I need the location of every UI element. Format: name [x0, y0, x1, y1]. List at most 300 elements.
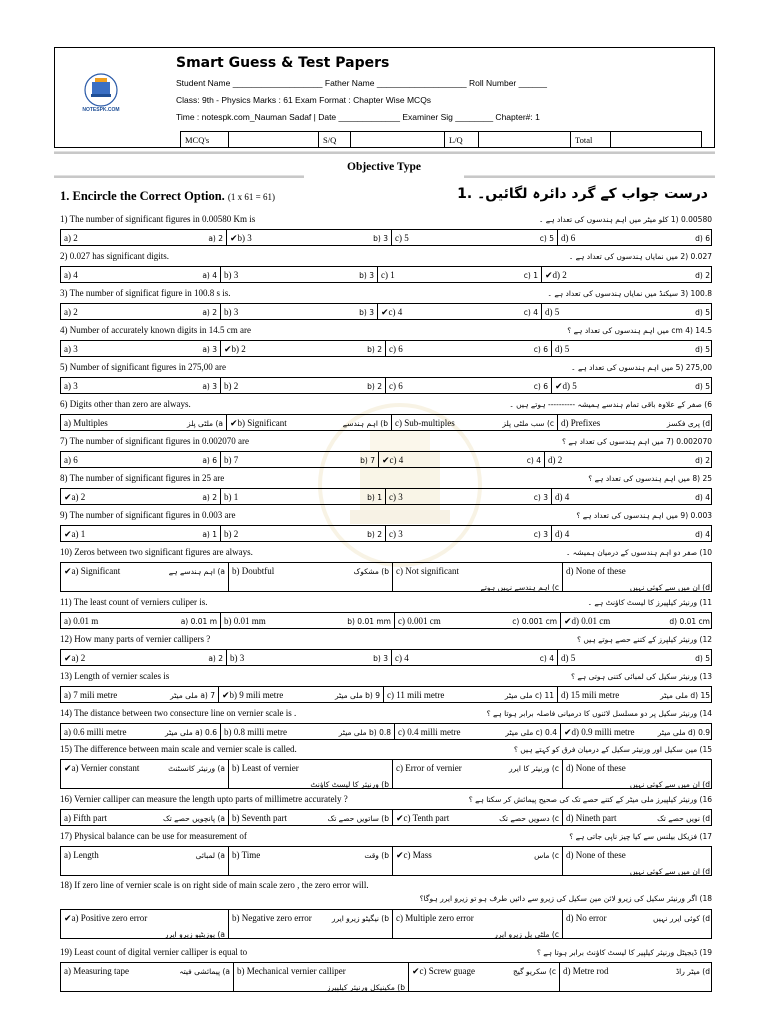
- option-label-urdu: c) ملٹی پل زیرو ایرر: [494, 930, 559, 939]
- option-a[interactable]: [61, 760, 229, 788]
- question-11: [60, 597, 712, 629]
- option-b[interactable]: [229, 760, 393, 788]
- paper-header: [54, 47, 715, 148]
- option-label-urdu: a) لمبائی: [195, 851, 225, 860]
- option-label: d) 4: [555, 492, 570, 502]
- option-label: d) No error: [566, 913, 607, 923]
- question-15: [60, 744, 712, 789]
- options-row: [60, 414, 712, 431]
- option-c[interactable]: [392, 650, 558, 665]
- option-a[interactable]: [61, 724, 221, 739]
- class-info-line: Class: 9th - Physics Marks : 61 Exam Format : Chapter Wise MCQs: [176, 95, 432, 105]
- option-label: a) 6: [64, 455, 78, 465]
- option-text: [64, 307, 78, 318]
- option-b[interactable]: [227, 230, 392, 245]
- question-text: 15) The difference between main scale and vernier scale is called.: [60, 744, 297, 754]
- option-label-urdu: d) 6: [695, 234, 710, 243]
- option-label-urdu: c) 5: [539, 234, 554, 243]
- option-d[interactable]: [558, 650, 713, 665]
- option-text: [224, 727, 287, 738]
- option-label: d) None of these: [566, 566, 626, 576]
- option-c[interactable]: [393, 563, 563, 591]
- option-text: [555, 381, 577, 393]
- option-d[interactable]: [563, 910, 713, 938]
- option-label-urdu: a) 2: [202, 308, 217, 317]
- option-a[interactable]: [61, 613, 221, 628]
- question-text-urdu: 19) ڈیجیٹل ورنیئر کیلپیر کا لیسٹ کاؤنٹ برابر ہوتا ہے ؟: [536, 948, 712, 957]
- option-text: [396, 913, 474, 924]
- option-label: c) 6: [389, 344, 403, 354]
- option-label-urdu: a) 3: [202, 345, 217, 354]
- option-text: [566, 913, 606, 924]
- marks-cell: S/Q: [319, 132, 351, 148]
- option-text: [566, 850, 626, 861]
- option-label: d) 5: [562, 381, 577, 391]
- option-label-urdu: c) 4: [539, 654, 554, 663]
- option-label: d) 2: [552, 270, 567, 280]
- option-text: [545, 307, 559, 318]
- option-b[interactable]: [221, 267, 378, 282]
- option-label: b) Doubtful: [232, 566, 275, 576]
- option-d[interactable]: [545, 452, 713, 467]
- checkmark-icon: ✔: [555, 382, 563, 392]
- option-c[interactable]: [393, 810, 563, 825]
- option-c[interactable]: [386, 341, 552, 356]
- option-c[interactable]: [393, 847, 563, 875]
- checkmark-icon: ✔: [396, 851, 404, 861]
- option-label: b) Least of vernier: [232, 763, 299, 773]
- option-text: [64, 763, 139, 775]
- option-b[interactable]: [221, 526, 386, 541]
- question-text: 4) Number of accurately known digits in 14.5 cm are: [60, 325, 251, 335]
- option-label-urdu: a) ورنیئر کانسٹنٹ: [168, 764, 225, 773]
- option-label: a) Positive zero error: [71, 913, 148, 923]
- option-label-urdu: c) سکریو گیج: [512, 967, 556, 976]
- question-1: [60, 214, 712, 246]
- option-label: b) Negative zero error: [232, 913, 312, 923]
- option-c[interactable]: [395, 613, 561, 628]
- option-c[interactable]: [384, 687, 558, 702]
- option-b[interactable]: [221, 304, 378, 319]
- option-a[interactable]: [61, 378, 221, 393]
- option-label: c) Multiple zero error: [396, 913, 474, 923]
- question-text-urdu: 0.00580 (1 کلو میٹر میں اہم ہندسوں کی تعداد ہے ۔: [539, 215, 712, 224]
- option-b[interactable]: [229, 847, 393, 875]
- checkmark-icon: ✔: [412, 967, 420, 977]
- option-label: b) Seventh part: [232, 813, 287, 823]
- option-label: b) Significant: [237, 418, 287, 428]
- option-label: c) 6: [389, 381, 403, 391]
- options-row: [60, 451, 712, 468]
- option-d[interactable]: [552, 378, 713, 393]
- option-label: a) 1: [71, 529, 86, 539]
- option-a[interactable]: [61, 341, 221, 356]
- option-label: c) Not significant: [396, 566, 459, 576]
- question-6: [60, 399, 712, 431]
- option-label-urdu: a) 1: [202, 530, 217, 539]
- option-b[interactable]: [229, 563, 393, 591]
- option-label-urdu: d) 4: [695, 493, 710, 502]
- option-a[interactable]: [61, 452, 221, 467]
- option-label-urdu: c) اہم ہندسے نہیں ہوتے: [480, 583, 559, 592]
- option-text: [64, 233, 78, 244]
- option-label: a) Multiples: [64, 418, 108, 428]
- option-c[interactable]: [386, 526, 552, 541]
- marks-cell: [611, 132, 702, 148]
- option-label-urdu: b) 3: [373, 654, 388, 663]
- question-text: 1) The number of significant figures in 0.00580 Km is: [60, 214, 256, 224]
- option-d[interactable]: [552, 341, 713, 356]
- option-text: [398, 616, 441, 627]
- question-text-urdu: 12) ورنیئر کیلپرز کے کتنے حصے ہوتے ہیں ؟: [577, 635, 712, 644]
- option-c[interactable]: [393, 910, 563, 938]
- option-text: [548, 455, 562, 466]
- option-text: [561, 418, 600, 429]
- option-label-urdu: b) مشکوک: [353, 567, 389, 576]
- option-label: d) None of these: [566, 850, 626, 860]
- question-text: 19) Least count of digital vernier calliper is equal to: [60, 947, 248, 957]
- checkmark-icon: ✔: [381, 308, 389, 318]
- option-text: [396, 850, 432, 862]
- option-label-urdu: a) اہم ہندسے ہے: [168, 567, 225, 576]
- option-b[interactable]: [229, 810, 393, 825]
- option-label-urdu: b) اہم ہندسے: [342, 419, 388, 428]
- option-label-urdu: a) ملٹی پلز: [186, 419, 223, 428]
- option-a[interactable]: [61, 230, 227, 245]
- option-label: a) 2: [71, 653, 86, 663]
- checkmark-icon: ✔: [222, 691, 230, 701]
- option-d[interactable]: [558, 415, 713, 430]
- option-text: [381, 270, 395, 281]
- option-b[interactable]: [221, 613, 395, 628]
- option-label-urdu: b) نیگیٹو زیرو ایرر: [331, 914, 389, 923]
- time-info-line: Time : notespk.com_Nauman Sadaf | Date _____________ Examiner Sig ________ Chapter#: 1: [176, 112, 540, 122]
- options-row: [60, 759, 712, 789]
- option-text: [398, 727, 460, 738]
- checkmark-icon: ✔: [64, 654, 72, 664]
- option-a[interactable]: [61, 563, 229, 591]
- option-a[interactable]: [61, 489, 221, 504]
- option-label-urdu: b) 3: [359, 271, 374, 280]
- option-text: [224, 455, 238, 466]
- option-d[interactable]: [561, 613, 713, 628]
- option-label-urdu: d) 2: [695, 271, 710, 280]
- option-d[interactable]: [563, 847, 713, 875]
- option-label-urdu: d) 2: [695, 456, 710, 465]
- option-label: d) None of these: [566, 763, 626, 773]
- option-b[interactable]: [221, 341, 386, 356]
- option-text: [64, 492, 85, 504]
- question-text-urdu: 11) ورنیئر کیلپیرز کا لیسٹ کاؤنٹ ہے ۔: [587, 598, 712, 607]
- option-b[interactable]: [227, 415, 392, 430]
- options-row: [60, 686, 712, 703]
- option-label-urdu: b) 0.8 ملی میٹر: [338, 728, 391, 737]
- option-label: c) 0.001 cm: [398, 616, 441, 626]
- marks-table: [180, 131, 702, 148]
- option-text: [64, 344, 78, 355]
- option-text: [64, 913, 147, 925]
- option-label: a) 0.6 milli metre: [64, 727, 127, 737]
- option-text: [395, 653, 409, 664]
- question-7: [60, 436, 712, 468]
- option-text: [230, 418, 287, 430]
- option-c[interactable]: [395, 724, 561, 739]
- option-a[interactable]: [61, 304, 221, 319]
- option-c[interactable]: [378, 267, 542, 282]
- question-text-urdu: 100.8 (3 سیکنڈ میں نمایاں ہندسوں کی تعداد ہے ۔: [547, 289, 712, 298]
- option-b[interactable]: [229, 910, 393, 938]
- option-label: c) 11 mili metre: [387, 690, 445, 700]
- option-c[interactable]: [386, 378, 552, 393]
- option-b[interactable]: [221, 378, 386, 393]
- checkmark-icon: ✔: [64, 493, 72, 503]
- option-text: [561, 233, 575, 244]
- option-label-urdu: d) نویں حصے تک: [657, 814, 710, 823]
- question-9: [60, 510, 712, 542]
- option-text: [564, 727, 635, 739]
- option-text: [555, 529, 569, 540]
- question-14: [60, 708, 712, 740]
- question-text: 9) The number of significant figures in 0.003 are: [60, 510, 236, 520]
- option-label-urdu: a) پوزیٹیو زیرو ایرر: [164, 930, 225, 939]
- option-label-urdu: c) 1: [523, 271, 538, 280]
- option-d[interactable]: [563, 760, 713, 788]
- option-label-urdu: c) 0.4 ملی میٹر: [505, 728, 557, 737]
- option-label-urdu: a) 6: [202, 456, 217, 465]
- option-a[interactable]: [61, 687, 219, 702]
- option-a[interactable]: [61, 650, 227, 665]
- checkmark-icon: ✔: [64, 764, 72, 774]
- marks-cell: Total: [571, 132, 611, 148]
- option-text: [237, 966, 346, 977]
- options-row: [60, 525, 712, 542]
- option-b[interactable]: [219, 687, 384, 702]
- option-d[interactable]: [560, 963, 713, 991]
- marks-cell: [351, 132, 445, 148]
- option-d[interactable]: [563, 563, 713, 591]
- options-row: [60, 649, 712, 666]
- option-a[interactable]: [61, 847, 229, 875]
- option-a[interactable]: [61, 810, 229, 825]
- option-text: [64, 418, 108, 429]
- option-label-urdu: d) ان میں سے کوئی نہیں: [629, 583, 710, 592]
- question-text-urdu: 15) مین سکیل اور ورنیئر سکیل کے درمیان فرق کو کہتے ہیں ؟: [513, 745, 712, 754]
- option-label-urdu: d) میٹر راڈ: [675, 967, 710, 976]
- option-b[interactable]: [227, 650, 392, 665]
- option-text: [232, 850, 260, 861]
- option-d[interactable]: [561, 724, 713, 739]
- option-label: d) 6: [561, 233, 576, 243]
- option-a[interactable]: [61, 267, 221, 282]
- option-label-urdu: a) 0.6 ملی میٹر: [164, 728, 217, 737]
- option-label-urdu: a) پیمائشی فیتہ: [179, 967, 230, 976]
- option-label-urdu: c) 11 ملی میٹر: [504, 691, 554, 700]
- options-row: [60, 723, 712, 740]
- question-text: 13) Length of vernier scales is: [60, 671, 170, 681]
- header-divider: [54, 151, 715, 154]
- option-d[interactable]: [558, 687, 713, 702]
- question-text-urdu: 17) فزیکل بیلنس سے کیا چیز ناپی جاتی ہے ؟: [569, 832, 712, 841]
- option-text: [555, 344, 569, 355]
- marks-cell: [229, 132, 319, 148]
- option-label-urdu: d) ان میں سے کوئی نہیں: [629, 780, 710, 789]
- option-text: [389, 492, 403, 503]
- option-b[interactable]: [221, 724, 395, 739]
- option-a[interactable]: [61, 963, 234, 991]
- option-c[interactable]: [393, 760, 563, 788]
- option-label-urdu: b) 2: [367, 530, 382, 539]
- option-text: [232, 763, 299, 774]
- option-text: [389, 344, 403, 355]
- option-text: [64, 690, 117, 701]
- option-b[interactable]: [234, 963, 409, 991]
- option-c[interactable]: [386, 489, 552, 504]
- option-a[interactable]: [61, 910, 229, 938]
- options-row: [60, 809, 712, 826]
- option-c[interactable]: [392, 230, 558, 245]
- option-b[interactable]: [221, 489, 386, 504]
- option-label-urdu: b) 0.01 mm: [347, 617, 391, 626]
- option-d[interactable]: [542, 267, 713, 282]
- option-text: [566, 566, 626, 577]
- option-label-urdu: b) مکینیکل ورنیئر کیلپیرز: [326, 983, 405, 992]
- option-text: [389, 381, 403, 392]
- option-label: b) 9 mili metre: [229, 690, 284, 700]
- question-text-urdu: 0.027 (2 میں نمایاں ہندسوں کی تعداد ہے ۔: [568, 252, 712, 261]
- option-text: [224, 344, 246, 356]
- option-text: [555, 492, 569, 503]
- option-text: [64, 455, 78, 466]
- question-text: 3) The number of significat figure in 100.8 s is.: [60, 288, 231, 298]
- options-row: [60, 612, 712, 629]
- option-text: [566, 813, 616, 824]
- option-label: c) 4: [388, 307, 403, 317]
- notespk-logo: [77, 70, 125, 114]
- option-b[interactable]: [221, 452, 379, 467]
- option-text: [396, 566, 459, 577]
- option-d[interactable]: [552, 526, 713, 541]
- options-row: [60, 846, 712, 876]
- option-label: b) 3: [230, 653, 245, 663]
- options-row: [60, 303, 712, 320]
- option-text: [64, 813, 107, 824]
- question-text: 2) 0.027 has significant digits.: [60, 251, 169, 261]
- question-text-urdu: 0.003 (9 میں اہم ہندسوں کی تعداد ہے ؟: [576, 511, 712, 520]
- option-label-urdu: c) دسویں حصے تک: [499, 814, 559, 823]
- option-d[interactable]: [552, 489, 713, 504]
- option-c[interactable]: [392, 415, 558, 430]
- option-label: c) 4: [395, 653, 409, 663]
- option-label-urdu: c) 3: [533, 493, 548, 502]
- option-text: [224, 616, 266, 627]
- options-row: [60, 340, 712, 357]
- option-label-urdu: b) 2: [367, 382, 382, 391]
- option-label-urdu: c) 0.001 cm: [512, 617, 557, 626]
- option-text: [563, 966, 608, 977]
- checkmark-icon: ✔: [545, 271, 553, 281]
- option-text: [64, 381, 78, 392]
- option-label: b) Time: [232, 850, 261, 860]
- question-text: 10) Zeros between two significant figures are always.: [60, 547, 253, 557]
- option-text: [561, 653, 575, 664]
- option-label: a) 3: [64, 344, 78, 354]
- option-text: [64, 850, 99, 861]
- option-label: d) 4: [555, 529, 570, 539]
- option-label-urdu: b) 3: [359, 308, 374, 317]
- question-text-urdu: 14) ورنیئر سکیل پر دو مسلسل لائنوں کا درمیانی فاصلہ برابر ہوتا ہے ؟: [486, 709, 712, 718]
- option-label: a) 2: [71, 492, 86, 502]
- option-label: c) 3: [389, 529, 403, 539]
- option-label: c) 5: [395, 233, 409, 243]
- question-text-urdu: 6) صفر کے علاوہ باقی تمام ہندسے ہمیشہ ---------- ہوتے ہیں ۔: [509, 400, 712, 409]
- option-d[interactable]: [563, 810, 713, 825]
- option-text: [230, 653, 244, 664]
- question-text: 18) If zero line of vernier scale is on right side of main scale zero , the zero error will.: [60, 880, 369, 890]
- option-label: a) 2: [64, 307, 78, 317]
- option-a[interactable]: [61, 526, 221, 541]
- question-text-urdu: 18) اگر ورنیئر سکیل کی زیرو لائن مین سکیل کی زیرو سے دائیں طرف ہو تو زیرو ایرر ہوگا؟: [419, 894, 712, 903]
- option-label: b) 0.01 mm: [224, 616, 266, 626]
- option-text: [389, 529, 403, 540]
- option-text: [381, 307, 402, 319]
- option-label: d) Prefixes: [561, 418, 601, 428]
- option-label-urdu: c) 6: [533, 382, 548, 391]
- option-c[interactable]: [409, 963, 560, 991]
- option-label: c) 4: [389, 455, 404, 465]
- option-label: a) Fifth part: [64, 813, 107, 823]
- option-label: b) 0.8 milli metre: [224, 727, 287, 737]
- option-label-urdu: b) 2: [367, 345, 382, 354]
- question-text-urdu: 25 (8 میں اہم ہندسوں کی تعداد ہے ؟: [588, 474, 712, 483]
- option-text: [224, 270, 238, 281]
- option-label: a) Length: [64, 850, 99, 860]
- option-text: [387, 690, 444, 701]
- option-text: [222, 690, 283, 702]
- option-label-urdu: a) 4: [202, 271, 217, 280]
- option-label-urdu: d) 0.9 ملی میٹر: [657, 728, 710, 737]
- logo-text: NOTESPK.COM: [82, 107, 120, 113]
- option-d[interactable]: [558, 230, 713, 245]
- options-row: [60, 377, 712, 394]
- option-label: d) 5: [561, 653, 576, 663]
- options-row: [60, 562, 712, 592]
- option-text: [224, 307, 238, 318]
- question-text: 11) The least count of verniers culiper is.: [60, 597, 208, 607]
- checkmark-icon: ✔: [230, 419, 238, 429]
- option-label-urdu: d) 4: [695, 530, 710, 539]
- option-d[interactable]: [542, 304, 713, 319]
- option-c[interactable]: [379, 452, 545, 467]
- options-row: [60, 229, 712, 246]
- option-label: a) Measuring tape: [64, 966, 129, 976]
- option-label-urdu: b) 9 ملی میٹر: [334, 691, 380, 700]
- option-a[interactable]: [61, 415, 227, 430]
- question-5: [60, 362, 712, 394]
- option-label: b) 1: [224, 492, 239, 502]
- option-text: [395, 418, 455, 429]
- question-text-urdu: 275,00 (5 میں اہم ہندسوں کی تعداد ہے ۔: [571, 363, 712, 372]
- question-text: 12) How many parts of vernier callipers ?: [60, 634, 211, 644]
- option-c[interactable]: [378, 304, 542, 319]
- option-label: b) 2: [231, 344, 246, 354]
- option-label-urdu: c) 4: [523, 308, 538, 317]
- option-label: c) Screw guage: [419, 966, 476, 976]
- option-label: c) Error of vernier: [396, 763, 462, 773]
- option-label: d) 15 mili metre: [561, 690, 620, 700]
- option-text: [396, 813, 449, 825]
- option-label-urdu: a) 2: [208, 654, 223, 663]
- option-text: [561, 690, 619, 701]
